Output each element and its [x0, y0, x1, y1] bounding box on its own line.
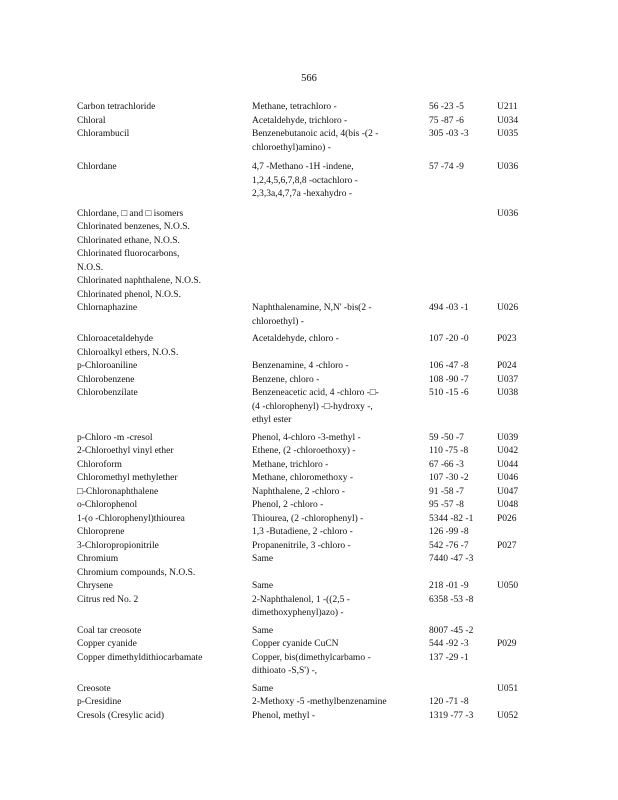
- chemical-synonym: Benzenamine, 4 -chloro -: [252, 361, 349, 371]
- waste-code: U044: [497, 459, 519, 470]
- table-row: [77, 594, 547, 621]
- waste-code: U036: [497, 208, 519, 219]
- table-row: [77, 567, 547, 581]
- cas-number: [429, 567, 497, 581]
- substance-name: Copper dimethyldithiocarbamate: [77, 652, 203, 663]
- chemical-synonym: Phenol, 4-chloro -3-methyl -: [252, 432, 361, 443]
- substance-name: o-Chlorophenol: [77, 500, 138, 510]
- substance-name: Chromium compounds, N.O.S.: [77, 567, 196, 578]
- cas-number: 110 -75 -8: [429, 446, 469, 456]
- table-row: [77, 101, 547, 115]
- substance-name: Coal tar creosote: [77, 625, 142, 636]
- chemical-synonym: [252, 235, 429, 249]
- substance-name: Chloroprene: [77, 527, 125, 537]
- waste-code: U039: [497, 432, 519, 443]
- substance-name: Chlorinated benzenes, N.O.S.: [77, 222, 190, 232]
- substance-name: Chloroacetaldehyde: [77, 334, 153, 344]
- substance-name: Carbon tetrachloride: [77, 102, 156, 112]
- cas-number: [429, 208, 497, 222]
- substance-name: Chloromethyl methylether: [77, 473, 178, 483]
- table-row: [77, 432, 547, 446]
- cas-number: 544 -92 -3: [429, 639, 469, 649]
- cas-number: [429, 235, 497, 249]
- waste-code: U052: [497, 710, 519, 721]
- table-row: [77, 486, 547, 500]
- substance-name: Chlornaphazine: [77, 303, 138, 313]
- waste-code: [497, 235, 542, 249]
- substance-name: Creosote: [77, 683, 111, 694]
- table-row: [77, 248, 547, 275]
- chemical-synonym: [252, 567, 429, 581]
- chemical-synonym: Propanenitrile, 3 -chloro -: [252, 540, 351, 551]
- table-row: [77, 625, 547, 639]
- chemical-synonym: Benzene, chloro -: [252, 374, 320, 385]
- table-row: [77, 360, 547, 374]
- table-row: [77, 347, 547, 361]
- chemical-synonym: [252, 208, 429, 222]
- cas-number: 137 -29 -1: [429, 652, 469, 663]
- substance-name: 3-Chloropropionitrile: [77, 540, 159, 551]
- page-number: 566: [301, 73, 317, 84]
- chemical-synonym: Naphthalenamine, N,N' -bis(2 - chloroethyl) -: [252, 303, 372, 327]
- chemical-synonym: Copper cyanide CuCN: [252, 639, 339, 649]
- table-row: [77, 235, 547, 249]
- cas-number: 57 -74 -9: [429, 162, 464, 172]
- table-row: [77, 540, 547, 554]
- chemical-synonym: [252, 275, 429, 289]
- waste-code: P023: [497, 334, 517, 344]
- waste-code: P029: [497, 639, 517, 649]
- table-row: [77, 302, 547, 329]
- cas-number: 542 -76 -7: [429, 540, 469, 551]
- chemical-synonym: [252, 289, 429, 303]
- table-row: [77, 115, 547, 129]
- chemical-synonym: 2-Naphthalenol, 1 -((2,5 - dimethoxyphenyl)azo) -: [252, 594, 350, 618]
- cas-number: [429, 347, 497, 361]
- chemical-synonym: Acetaldehyde, trichloro -: [252, 115, 348, 126]
- table-row: [77, 710, 547, 724]
- waste-code: [497, 275, 542, 289]
- chemical-synonym: [252, 221, 429, 235]
- cas-number: 107 -30 -2: [429, 473, 469, 483]
- table-row: [77, 289, 547, 303]
- cas-number: 218 -01 -9: [429, 581, 469, 591]
- substance-name: Chlordane, □ and □ isomers: [77, 208, 184, 219]
- chemical-synonym: Benzeneacetic acid, 4 -chloro -□- (4 -chlorophenyl) -□-hydroxy -, ethyl ester: [252, 388, 379, 425]
- table-row: [77, 499, 547, 513]
- waste-code: [497, 625, 542, 639]
- waste-code: U026: [497, 303, 519, 313]
- substance-name: Chlorambucil: [77, 129, 130, 139]
- chemical-synonym: 2-Methoxy -5 -methylbenzenamine: [252, 697, 387, 707]
- cas-number: 8007 -45 -2: [429, 625, 474, 636]
- table-row: [77, 526, 547, 540]
- cas-number: 106 -47 -8: [429, 361, 469, 371]
- substance-name: Chlorinated fluorocarbons, N.O.S.: [77, 249, 180, 273]
- waste-code: U037: [497, 374, 519, 385]
- chemical-synonym: Benzenebutanoic acid, 4(bis -(2 - chloroethyl)amino) -: [252, 129, 379, 153]
- cas-number: [429, 289, 497, 303]
- substance-name: Cresols (Cresylic acid): [77, 710, 165, 721]
- waste-code: U046: [497, 473, 519, 483]
- table-row: [77, 472, 547, 486]
- table-row: [77, 333, 547, 347]
- chemical-synonym: Copper, bis(dimethylcarbamo - dithioato -S,S') -,: [252, 652, 371, 676]
- cas-number: 120 -71 -8: [429, 697, 469, 707]
- waste-code: P024: [497, 361, 517, 371]
- waste-code: U047: [497, 486, 519, 497]
- substance-name: Chlorinated ethane, N.O.S.: [77, 235, 180, 246]
- waste-code: [497, 652, 542, 679]
- cas-number: [429, 683, 497, 697]
- cas-number: 305 -03 -3: [429, 129, 469, 139]
- substance-name: Chloroalkyl ethers, N.O.S.: [77, 347, 179, 358]
- chemical-synonym: Same: [252, 554, 274, 564]
- cas-number: 1319 -77 -3: [429, 710, 474, 721]
- waste-code: [497, 553, 542, 567]
- waste-code: U034: [497, 115, 519, 126]
- chemical-synonym: Same: [252, 683, 274, 694]
- cas-number: [429, 221, 497, 235]
- chemical-synonym: Thiourea, (2 -chlorophenyl) -: [252, 513, 364, 524]
- cas-number: 7440 -47 -3: [429, 554, 474, 564]
- waste-code: [497, 347, 542, 361]
- substance-name: 1-(o -Chlorophenyl)thiourea: [77, 513, 185, 524]
- chemical-synonym: Methane, tetrachloro -: [252, 102, 337, 112]
- waste-code: [497, 221, 542, 235]
- table-row: [77, 553, 547, 567]
- waste-code: U051: [497, 683, 519, 694]
- table-row: [77, 652, 547, 679]
- table-row: [77, 459, 547, 473]
- substance-name: p-Chloro -m -cresol: [77, 432, 153, 443]
- cas-number: 126 -99 -8: [429, 527, 469, 537]
- waste-code: [497, 526, 542, 540]
- substance-name: p-Chloroaniline: [77, 361, 138, 371]
- cas-number: 5344 -82 -1: [429, 513, 474, 524]
- cas-number: 67 -66 -3: [429, 459, 464, 470]
- waste-code: [497, 567, 542, 581]
- chemical-synonym: Same: [252, 625, 274, 636]
- table-row: [77, 161, 547, 202]
- waste-code: [497, 594, 542, 621]
- table-row: [77, 580, 547, 594]
- substance-name: Chlorobenzilate: [77, 388, 138, 398]
- waste-code: [497, 696, 542, 710]
- table-row: [77, 275, 547, 289]
- substance-name: Chromium: [77, 554, 119, 564]
- cas-number: 59 -50 -7: [429, 432, 464, 443]
- chemical-synonym: Naphthalene, 2 -chloro -: [252, 486, 345, 497]
- substance-name: Chlorinated naphthalene, N.O.S.: [77, 276, 202, 286]
- chemical-synonym: Acetaldehyde, chloro -: [252, 334, 339, 344]
- waste-code: U036: [497, 162, 519, 172]
- chemical-synonym: 4,7 -Methano -1H -indene, 1,2,4,5,6,7,8,8 -octachloro - 2,3,3a,4,7,7a -hexahydro -: [252, 162, 358, 199]
- substance-name: Chlorinated phenol, N.O.S.: [77, 289, 181, 300]
- chemical-synonym: [252, 347, 429, 361]
- substance-name: □-Chloronaphthalene: [77, 486, 159, 497]
- substance-name: 2-Chloroethyl vinyl ether: [77, 446, 174, 456]
- chemical-synonym: Methane, trichloro -: [252, 459, 329, 470]
- chemical-synonym: Ethene, (2 -chloroethoxy) -: [252, 446, 356, 456]
- chemical-synonym: Methane, chloromethoxy -: [252, 473, 354, 483]
- table-row: [77, 683, 547, 697]
- waste-code: U042: [497, 446, 519, 456]
- cas-number: 95 -57 -8: [429, 500, 464, 510]
- waste-code: P026: [497, 513, 517, 524]
- cas-number: 56 -23 -5: [429, 102, 464, 112]
- chemical-synonym: 1,3 -Butadiene, 2 -chloro -: [252, 527, 353, 537]
- cas-number: 494 -03 -1: [429, 303, 469, 313]
- cas-number: 108 -90 -7: [429, 374, 469, 385]
- waste-code: U048: [497, 500, 519, 510]
- table-row: [77, 221, 547, 235]
- cas-number: 75 -87 -6: [429, 115, 464, 126]
- substance-name: Chrysene: [77, 581, 113, 591]
- cas-number: [429, 275, 497, 289]
- waste-code: U211: [497, 102, 518, 112]
- table-row: [77, 445, 547, 459]
- waste-code: U050: [497, 581, 519, 591]
- substance-name: Chloral: [77, 115, 106, 126]
- substance-name: Chlorobenzene: [77, 374, 135, 385]
- chemical-synonym: [252, 248, 429, 275]
- substance-name: Copper cyanide: [77, 639, 137, 649]
- table-row: [77, 128, 547, 155]
- waste-code: [497, 248, 542, 275]
- substance-name: p-Cresidine: [77, 697, 122, 707]
- chemical-synonym: Same: [252, 581, 274, 591]
- chemical-synonym: Phenol, 2 -chloro -: [252, 500, 324, 510]
- table-row: [77, 387, 547, 428]
- waste-code: P027: [497, 540, 517, 551]
- cas-number: 91 -58 -7: [429, 486, 464, 497]
- cas-number: 6358 -53 -8: [429, 594, 474, 605]
- table-row: [77, 696, 547, 710]
- waste-code: [497, 289, 542, 303]
- hazardous-substances-table: [77, 101, 547, 723]
- table-row: [77, 638, 547, 652]
- table-row: [77, 374, 547, 388]
- substance-name: Citrus red No. 2: [77, 594, 139, 605]
- substance-name: Chloroform: [77, 459, 122, 470]
- cas-number: 510 -15 -6: [429, 388, 469, 398]
- waste-code: U038: [497, 388, 519, 398]
- cas-number: 107 -20 -0: [429, 334, 469, 344]
- table-row: [77, 513, 547, 527]
- substance-name: Chlordane: [77, 162, 117, 172]
- chemical-synonym: Phenol, methyl -: [252, 710, 316, 721]
- table-row: [77, 208, 547, 222]
- cas-number: [429, 248, 497, 275]
- waste-code: U035: [497, 129, 519, 139]
